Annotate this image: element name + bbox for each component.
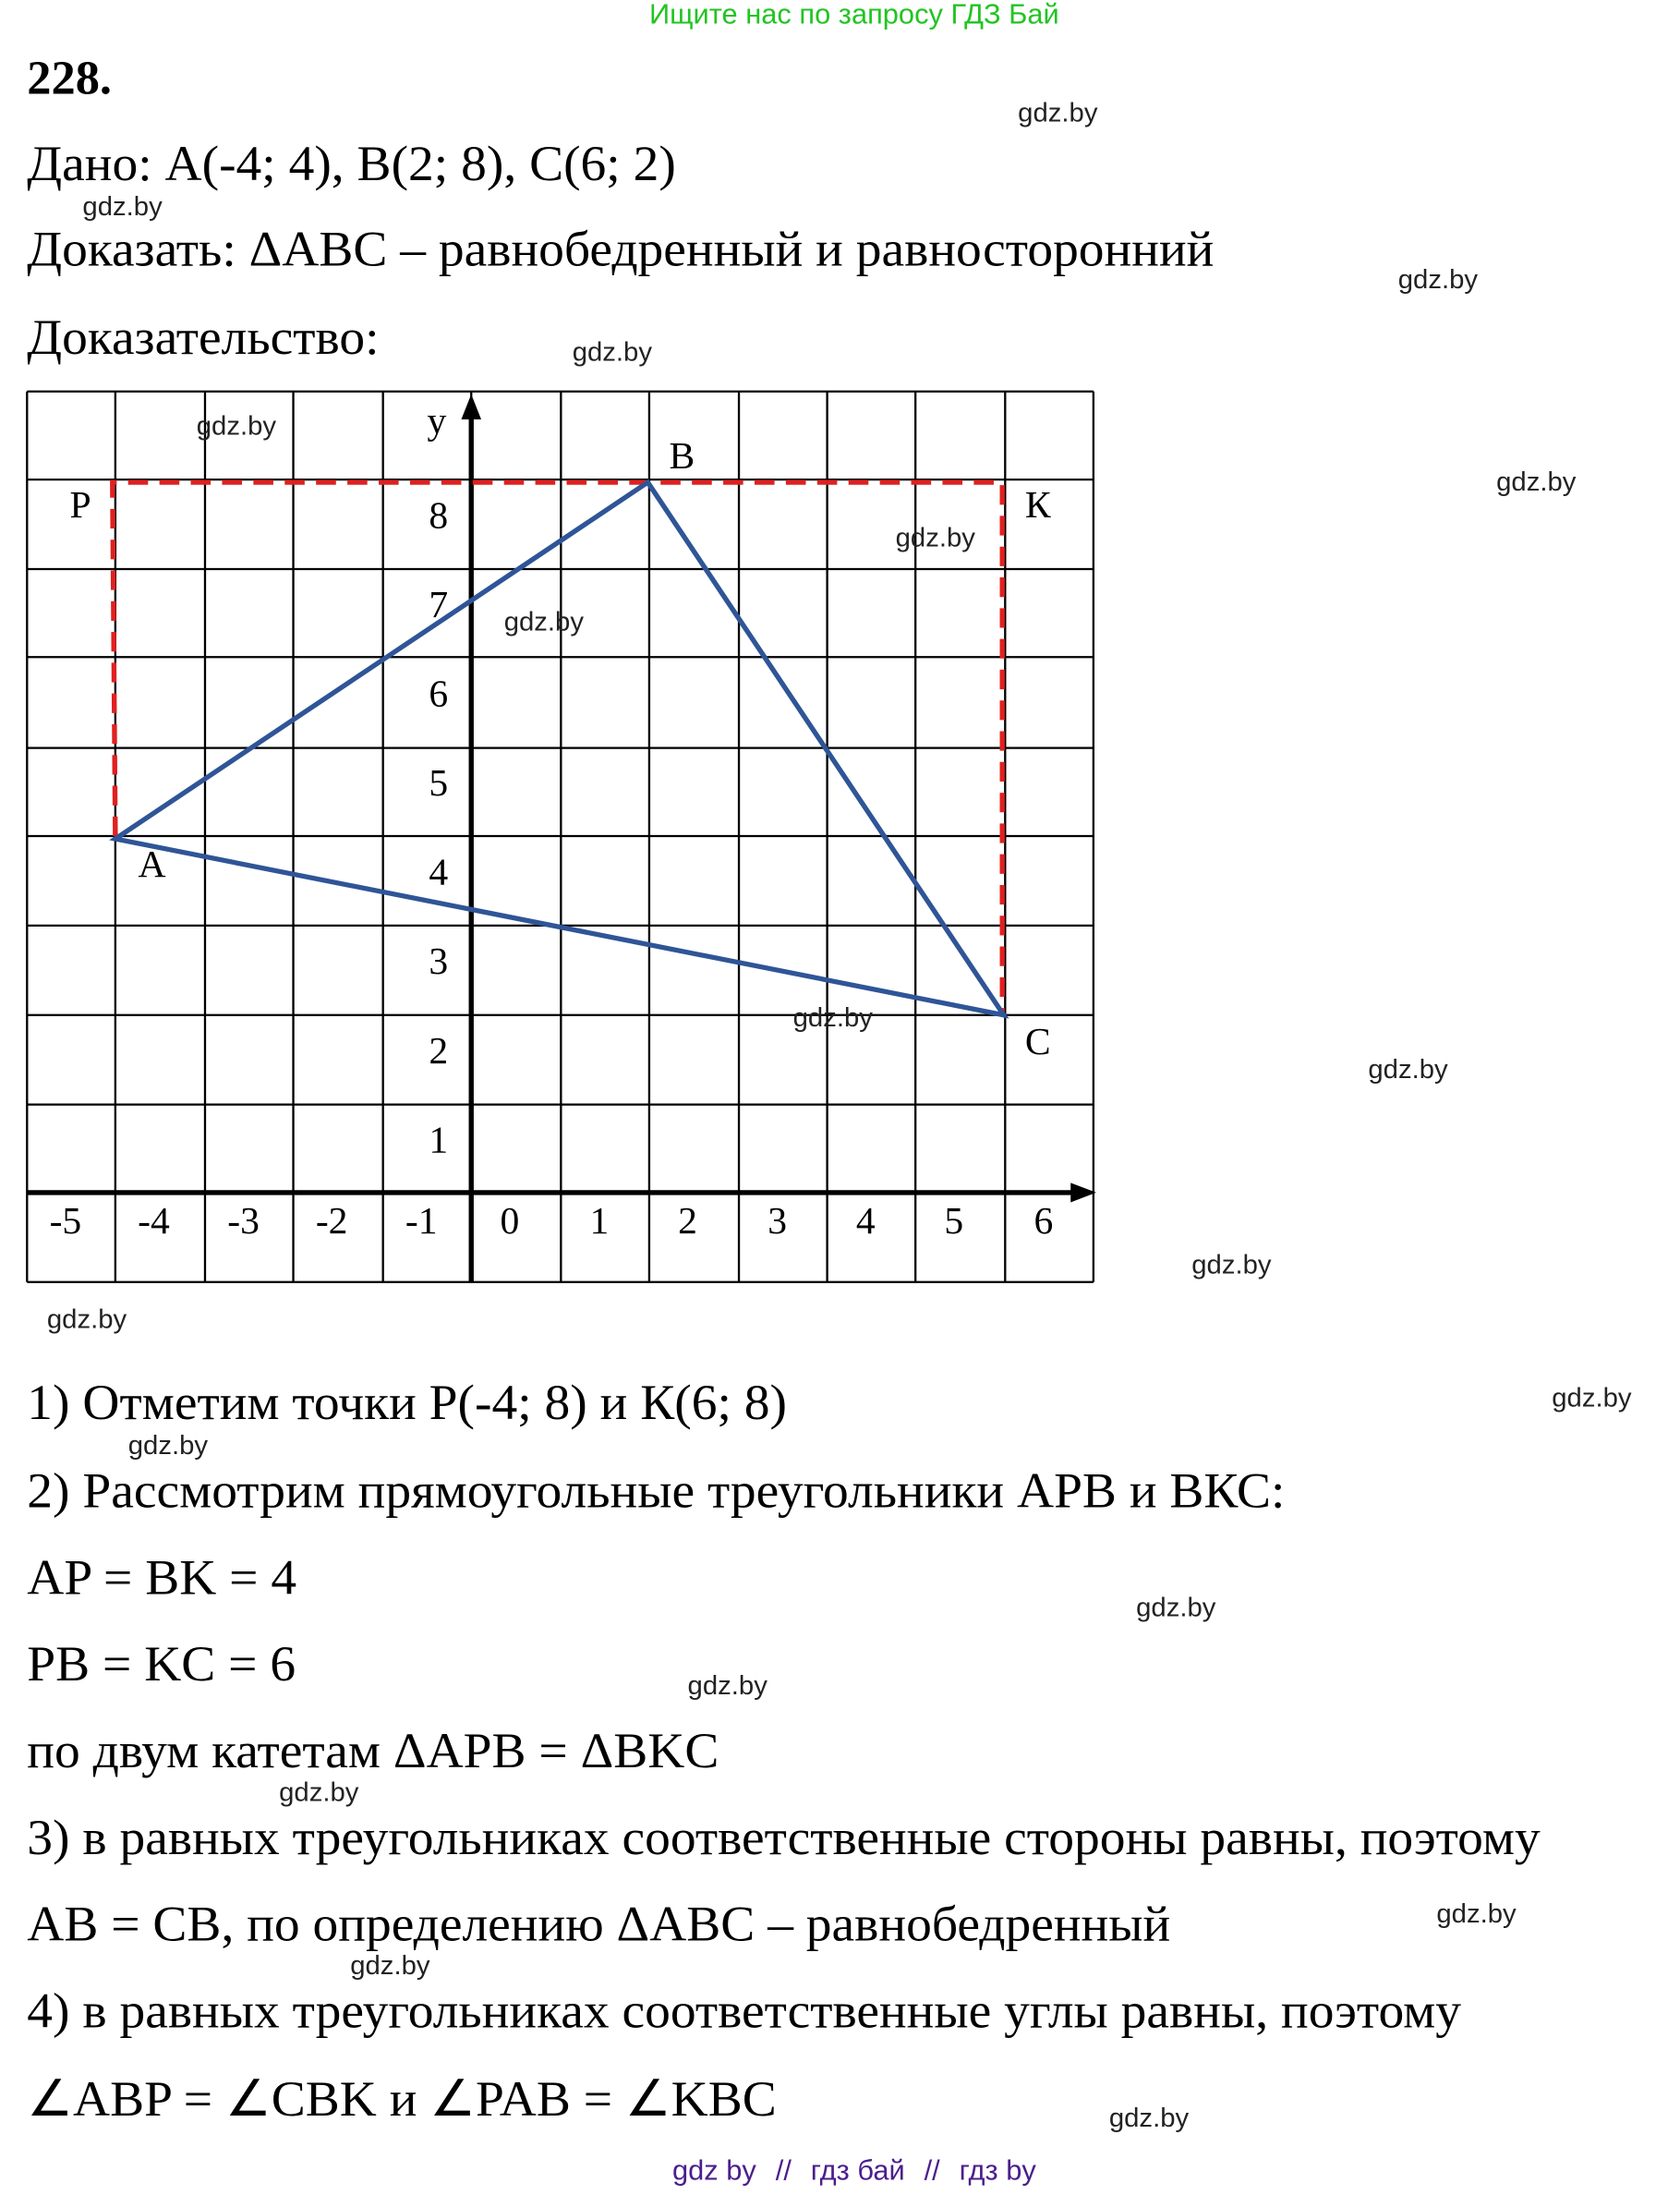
- proof-heading: Доказательство:: [27, 309, 380, 365]
- y-tick-label: 5: [429, 761, 449, 805]
- y-axis-arrow-icon: [461, 394, 481, 419]
- watermark: gdz.by: [1191, 1251, 1272, 1281]
- x-tick-label: 1: [589, 1199, 610, 1242]
- watermark: gdz.by: [1136, 1594, 1216, 1624]
- x-tick-label: 4: [855, 1199, 876, 1242]
- watermark: gdz.by: [1436, 1899, 1517, 1930]
- step-3: 3) в равных треугольниках соответственные стороны равны, поэтому: [27, 1809, 1541, 1865]
- watermark: gdz.by: [279, 1778, 359, 1808]
- step-2-pb-kc: PB = KC = 6: [27, 1635, 296, 1692]
- y-tick-label: 8: [429, 493, 449, 537]
- x-tick-label: 3: [767, 1199, 788, 1242]
- x-tick-label: -4: [138, 1199, 170, 1242]
- footer-separator: //: [924, 2155, 940, 2187]
- watermark: gdz.by: [687, 1672, 767, 1702]
- watermark: gdz.by: [1018, 99, 1098, 129]
- step-3-conclusion: AB = CB, по определению ΔABC – равнобедренный: [27, 1896, 1171, 1952]
- point-label-b: B: [669, 434, 695, 477]
- x-tick-label: 0: [500, 1199, 520, 1242]
- x-tick-label: 6: [1033, 1199, 1054, 1242]
- watermark: gdz.by: [46, 1305, 127, 1336]
- footer-links: [0, 2156, 1680, 2189]
- x-tick-label: -2: [315, 1199, 348, 1242]
- step-2-conclusion: по двум катетам ΔAPB = ΔBKC: [27, 1722, 719, 1779]
- watermark: gdz.by: [792, 1003, 873, 1034]
- footer-link-gdz-by[interactable]: gdz by: [671, 2155, 756, 2187]
- watermark: gdz.by: [196, 412, 277, 443]
- x-tick-label: 2: [678, 1199, 697, 1242]
- footer-link-gdz-bai[interactable]: гдз бай: [810, 2155, 905, 2187]
- point-label-k: К: [1024, 483, 1051, 526]
- watermark: gdz.by: [82, 192, 163, 223]
- y-axis-label: y: [427, 399, 447, 443]
- x-tick-label: -3: [227, 1199, 260, 1242]
- problem-number: 228.: [27, 53, 113, 105]
- y-tick-label: 7: [429, 583, 449, 625]
- footer-separator: //: [775, 2155, 792, 2187]
- x-tick-label: 5: [944, 1199, 964, 1242]
- step-4-conclusion: ∠ABP = ∠CBK и ∠PAB = ∠KBC: [27, 2070, 777, 2127]
- point-label-a: A: [138, 843, 166, 885]
- watermark: gdz.by: [572, 338, 652, 369]
- point-label-c: C: [1024, 1020, 1051, 1063]
- header-link[interactable]: Ищите нас по запросу ГДЗ Бай: [649, 0, 1059, 31]
- point-label-p: P: [69, 483, 91, 526]
- watermark: gdz.by: [1368, 1055, 1448, 1085]
- step-4: 4) в равных треугольниках соответственные углы равны, поэтому: [27, 1983, 1462, 2039]
- given-text: Дано: A(-4; 4), B(2; 8), C(6; 2): [27, 135, 676, 192]
- watermark: gdz.by: [127, 1431, 209, 1461]
- watermark: gdz.by: [1108, 2104, 1190, 2134]
- watermark: gdz.by: [503, 608, 585, 638]
- x-tick-label: -5: [49, 1199, 82, 1242]
- y-tick-label: 1: [429, 1118, 449, 1161]
- watermark: gdz.by: [1496, 467, 1577, 498]
- y-tick-label: 3: [429, 940, 449, 983]
- y-tick-label: 4: [429, 851, 449, 893]
- prove-text: Доказать: ΔABC – равнобедренный и равносторонний: [27, 221, 1215, 277]
- step-2-ap-bk: AP = BK = 4: [27, 1548, 297, 1606]
- watermark: gdz.by: [350, 1951, 430, 1982]
- y-tick-label: 2: [429, 1029, 449, 1072]
- step-2: 2) Рассмотрим прямоугольные треугольники APB и ВКС:: [27, 1462, 1286, 1519]
- watermark: gdz.by: [1397, 265, 1479, 296]
- y-tick-label: 6: [429, 672, 449, 715]
- watermark: gdz.by: [895, 524, 975, 554]
- watermark: gdz.by: [1552, 1384, 1632, 1414]
- x-tick-label: -1: [405, 1199, 438, 1242]
- step-1: 1) Отметим точки P(-4; 8) и К(6; 8): [27, 1374, 787, 1431]
- footer-link-gdz-by-2[interactable]: гдз by: [959, 2155, 1036, 2187]
